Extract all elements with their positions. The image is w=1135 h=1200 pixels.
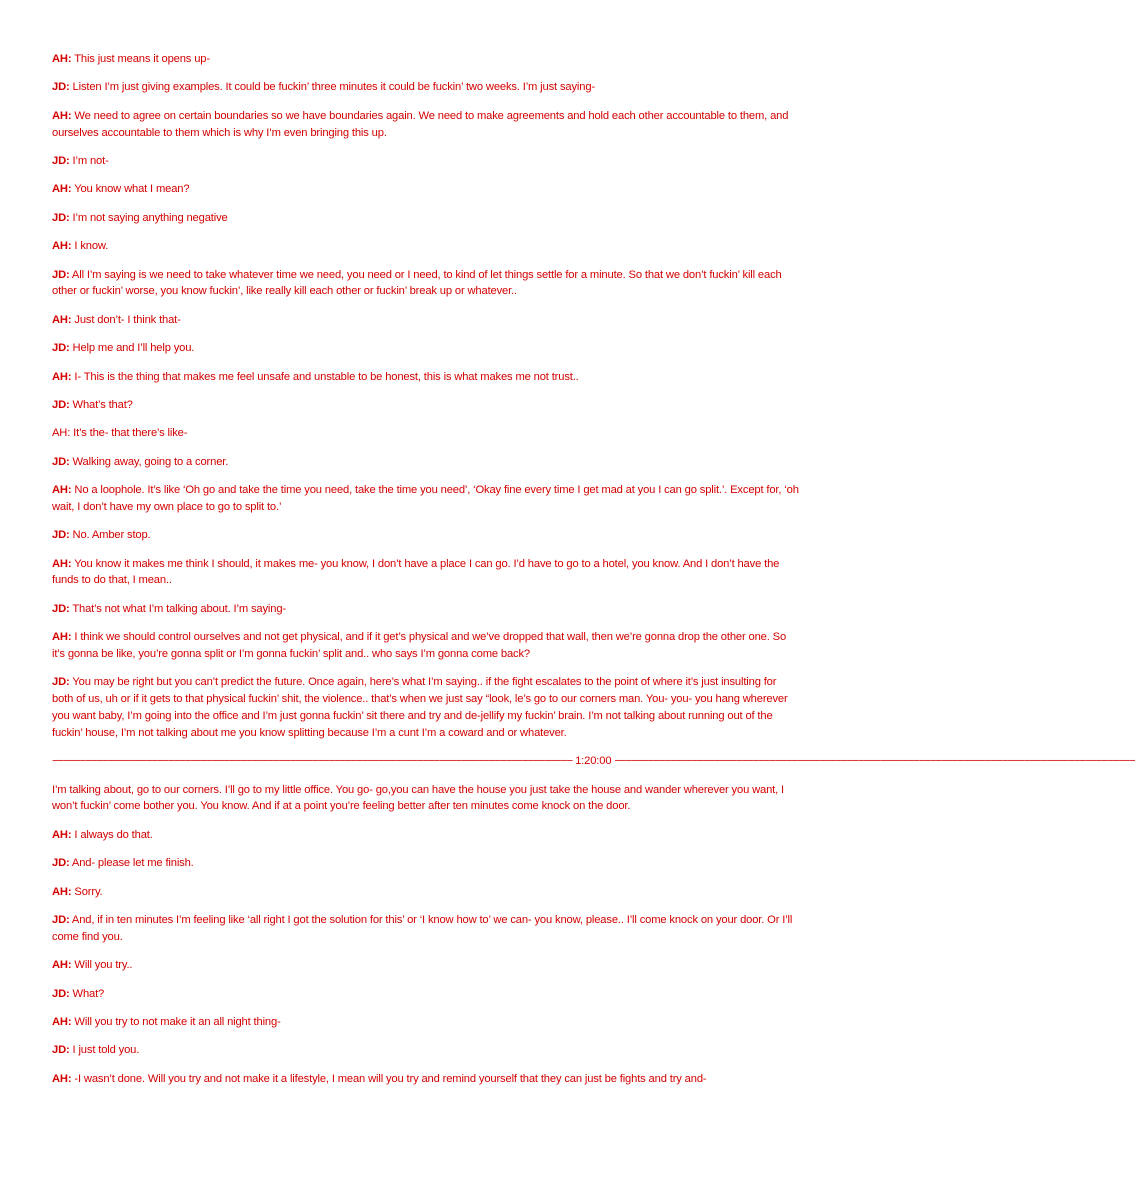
dialogue-text: This just means it opens up-: [74, 53, 210, 65]
divider-dashes-left: −−−−−−−−−−−−−−−−−−−−−−−−−−−−−−−−−−−−−−−−−−−−−−−−−−−−−−−−−−−−−−−−−−−−−−−−−−−−−−−−−−−−−−−−−−−−−−: [52, 755, 573, 768]
transcript-section-after: [52, 782, 799, 1088]
dialogue-line: [52, 108, 799, 142]
dialogue-line: [52, 51, 799, 68]
dialogue-line: [52, 210, 799, 227]
speaker-label: AH:: [52, 885, 72, 898]
dialogue-line: [52, 181, 799, 198]
dialogue-text: All I’m saying is we need to take whatever time we need, you need or I need, to kind of let things settle for a minute. So that we don’t fuckin’ kill each other or fuckin’ worse, you know fuckin’, like really kill each other or fuckin’ break up or whatever..: [52, 268, 782, 298]
dialogue-line: [52, 884, 799, 901]
dialogue-line: [52, 238, 799, 255]
speaker-label: JD:: [52, 1044, 70, 1057]
timestamp: 1:20:00: [575, 755, 612, 768]
speaker-label: AH:: [52, 240, 72, 253]
dialogue-line: [52, 267, 799, 301]
speaker-label: AH:: [52, 53, 72, 65]
speaker-label: JD:: [52, 857, 70, 870]
dialogue-line: [52, 527, 799, 544]
dialogue-line: [52, 957, 799, 974]
dialogue-text: No a loophole. It’s like ‘Oh go and take the time you need, take the time you need’, ‘Okay fine every time I get mad at you I can go split.’. Except for, ‘oh wait, I don’t have my own place to go to split to.’: [52, 484, 799, 513]
dialogue-text: And- please let me finish.: [71, 857, 194, 870]
dialogue-line: [52, 425, 799, 442]
dialogue-text: I know.: [74, 240, 109, 253]
speaker-label: JD:: [52, 81, 70, 94]
dialogue-text: Will you try..: [74, 959, 133, 972]
dialogue-line: [52, 369, 799, 386]
dialogue-text: What’s that?: [72, 398, 133, 411]
speaker-label: JD:: [52, 211, 70, 224]
speaker-label: AH:: [52, 631, 72, 644]
dialogue-line: [52, 312, 799, 329]
dialogue-text: Walking away, going to a corner.: [72, 455, 229, 468]
dialogue-line: [52, 629, 799, 663]
dialogue-line: [52, 454, 799, 471]
timestamp-divider: [52, 753, 1135, 770]
dialogue-line: [52, 1014, 799, 1031]
divider-dashes-right: −−−−−−−−−−−−−−−−−−−−−−−−−−−−−−−−−−−−−−−−−−−−−−−−−−−−−−−−−−−−−−−−−−−−−−−−−−−−−−−−−−−−−−−−−−−−−−: [614, 755, 1135, 768]
speaker-label: AH:: [52, 109, 72, 122]
dialogue-text: I just told you.: [72, 1044, 140, 1057]
speaker-label: JD:: [52, 398, 70, 411]
speaker-label: AH:: [52, 1072, 72, 1085]
speaker-label: JD:: [52, 268, 70, 281]
dialogue-text: Just don’t- I think that-: [74, 313, 181, 326]
speaker-label: JD:: [52, 529, 70, 542]
dialogue-line: [52, 827, 799, 844]
speaker-label: JD:: [52, 342, 70, 355]
speaker-label: AH:: [52, 959, 72, 972]
dialogue-line: [52, 79, 799, 96]
dialogue-line: [52, 855, 799, 872]
dialogue-line: [52, 986, 799, 1003]
speaker-label: AH:: [52, 828, 72, 841]
dialogue-line: [52, 556, 799, 590]
speaker-label: AH:: [52, 313, 72, 326]
speaker-label: JD:: [52, 602, 70, 615]
dialogue-text: And, if in ten minutes I’m feeling like ‘all right I got the solution for this’ or ‘I know how to’ we can- you know, please.. I’ll come knock on your door. Or I’ll come find you.: [52, 913, 793, 943]
dialogue-line: [52, 397, 799, 414]
dialogue-text: That’s not what I’m talking about. I’m saying-: [72, 602, 286, 615]
dialogue-text: You may be right but you can’t predict the future. Once again, here’s what I’m saying.. if the fight escalates to the point of where it’s just insulting for both of us, uh or if it gets to that physical fuckin’ shit, the violence.. that’s when we just say “look, le’s go to our corners man. You- you- you hang wherever you want baby, I’m going into the office and I’m just gonna fuckin’ sit there and try and de-jellify my fuckin’ brain. I’m not talking about running out of the fuckin’ house, I’m not talking about me you know splitting because I’m a cunt I’m a coward and or whatever.: [52, 676, 788, 739]
dialogue-text: Help me and I’ll help you.: [72, 342, 195, 355]
dialogue-text: What?: [72, 987, 105, 1000]
dialogue-line: [52, 482, 799, 516]
dialogue-text: You know it makes me think I should, it makes me- you know, I don’t have a place I can go. I’d have to go to a hotel, you know. And I don’t have the funds to do that, I mean..: [52, 557, 780, 587]
speaker-label: AH:: [52, 1015, 72, 1028]
speaker-label: JD:: [52, 987, 70, 1000]
dialogue-text: Will you try to not make it an all night thing-: [74, 1015, 281, 1028]
speaker-label: JD:: [52, 154, 70, 167]
dialogue-text: I’m not saying anything negative: [72, 211, 228, 224]
dialogue-text: I’m talking about, go to our corners. I’ll go to my little office. You go- go,you can have the house you just take the house and wander wherever you want, I won’t fuckin’ come bother you. You know. And if at a point you’re feeling better after ten minutes come knock on the door.: [52, 783, 785, 813]
dialogue-line: [52, 340, 799, 357]
speaker-label: AH:: [52, 557, 72, 570]
dialogue-line: [52, 912, 799, 946]
dialogue-text: I- This is the thing that makes me feel unsafe and unstable to be honest, this is what makes me not trust..: [74, 370, 579, 383]
dialogue-text: -I wasn’t done. Will you try and not make it a lifestyle, I mean will you try and remind yourself that they can just be fights and try and-: [74, 1072, 707, 1085]
dialogue-line: [52, 1042, 799, 1059]
dialogue-line: [52, 674, 799, 741]
dialogue-text: I think we should control ourselves and not get physical, and if it get’s physical and we’ve dropped that wall, then we’re gonna drop the other one. So it’s gonna be like, you’re gonna split or I’m gonna fuckin’ split and.. who says I’m gonna come back?: [52, 631, 787, 661]
dialogue-text: AH: It’s the- that there’s like-: [52, 427, 188, 440]
dialogue-text: I always do that.: [74, 828, 153, 841]
speaker-label: AH:: [52, 484, 72, 497]
dialogue-text: You know what I mean?: [74, 183, 190, 196]
speaker-label: JD:: [52, 913, 70, 926]
dialogue-line: [52, 782, 799, 816]
dialogue-text: Sorry.: [74, 885, 103, 898]
dialogue-line: [52, 153, 799, 170]
speaker-label: JD:: [52, 676, 70, 689]
dialogue-text: Listen I’m just giving examples. It could be fuckin’ three minutes it could be fuckin’ two weeks. I’m just saying-: [72, 81, 595, 94]
dialogue-text: We need to agree on certain boundaries so we have boundaries again. We need to make agreements and hold each other accountable to them, and ourselves accountable to them which is why I’m even bringing this up.: [52, 109, 789, 139]
dialogue-line: [52, 601, 799, 618]
speaker-label: AH:: [52, 183, 72, 196]
dialogue-text: No. Amber stop.: [72, 529, 151, 542]
dialogue-text: I’m not-: [72, 154, 109, 167]
speaker-label: JD:: [52, 455, 70, 468]
speaker-label: AH:: [52, 370, 72, 383]
dialogue-line: [52, 1071, 799, 1088]
transcript-section-before: [52, 51, 799, 742]
